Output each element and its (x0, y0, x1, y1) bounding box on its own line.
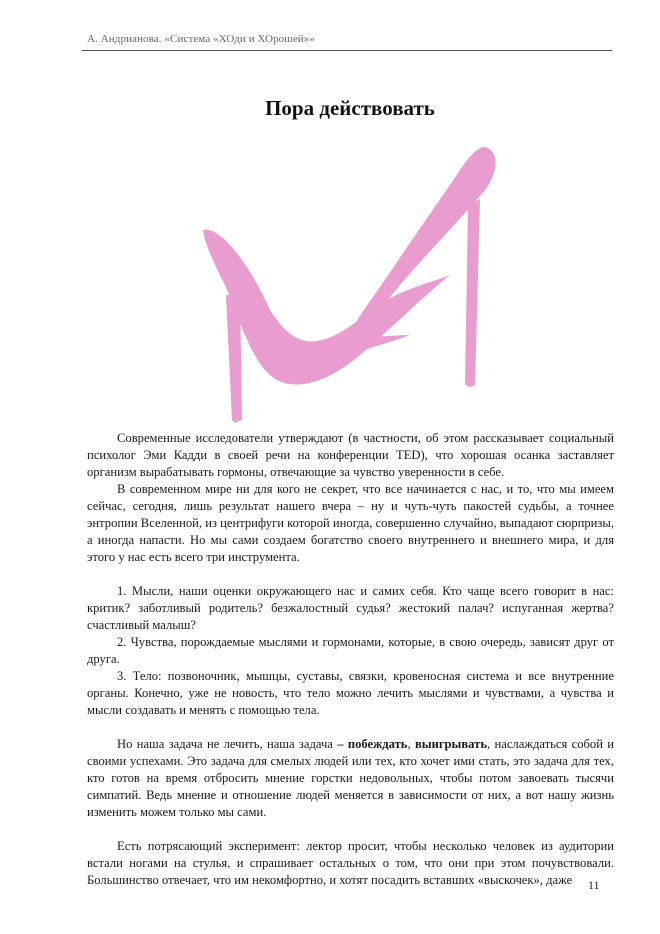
list-item: 2. Чувства, порождаемые мыслями и гормонами, которые, в свою очередь, зависят друг от друга. (87, 635, 614, 666)
paragraph-text: Но наша задача не лечить, наша задача (117, 737, 338, 751)
list-item: 3. Тело: позвоночник, мышцы, суставы, связки, кровеносная система и все внутренние органы. Конечно, уже не новость, что тело можно лечить мыслями и чувствами, а чувства и мысли создавать и менять с помощью тела. (87, 669, 614, 717)
paragraph-text: , наслаждаться собой и своими успехами. Это задача для смелых людей или тех, кто хочет ими стать, это задача для тех, кто готов на время отбросить мнение горстки недовольных, чтобы потом завоевать тысячи симпатий. Ведь мнение и отношение людей меняется в зависимости от них, а вот нашу жизнь изменить можем только мы сами. (87, 737, 615, 819)
paragraph: Современные исследователи утверждают (в частности, об этом рассказывает социальный психолог Эми Кадди в своей речи на конференции TED), что хорошая осанка заставляет организм вырабатывать гормоны, отвечающие за чувство уверенности в себе. (87, 431, 614, 479)
paragraph: В современном мире ни для кого не секрет, что все начинается с нас, и то, что мы имеем сейчас, сегодня, лишь результат нашего вчера – ну и чуть-чуть пакостей судьбы, а точнее энтропии Вселенной, из центрифуги которой иногда, совершенно случайно, выпадают сюрпризы, а иногда напасти. Но мы сами создаем богатство своего внутреннего и внешнего мира, и для этого у нас есть всего три инструмента. (87, 482, 614, 564)
running-header: А. Андрианова. «Система «ХОди и ХОрошей»» (87, 33, 315, 45)
chapter-title: Пора действовать (265, 96, 435, 120)
body-text (87, 430, 614, 889)
emphasis-text: – побеждать (337, 737, 408, 751)
paragraph (87, 736, 614, 821)
paragraph: Есть потрясающий эксперимент: лектор просит, чтобы несколько человек из аудитории встали ногами на стулья, и спрашивает остальных о том, что они при этом почувствовали. Большинство отвечает, что им некомфортно, и хотят посадить вставших «выскочек», даже (87, 839, 614, 887)
list-item: 1. Мысли, наши оценки окружающего нас и самих себя. Кто чаще всего говорит в нас: критик? заботливый родитель? безжалостный судья? жестокий палач? испуганная жертва? счастливый малыш? (87, 584, 614, 632)
high-heel-shoes-icon (180, 135, 520, 430)
header-divider (82, 50, 612, 51)
paragraph-text: , (407, 737, 415, 751)
emphasis-text: выигрывать (414, 737, 488, 751)
page-number: 11 (588, 878, 600, 892)
